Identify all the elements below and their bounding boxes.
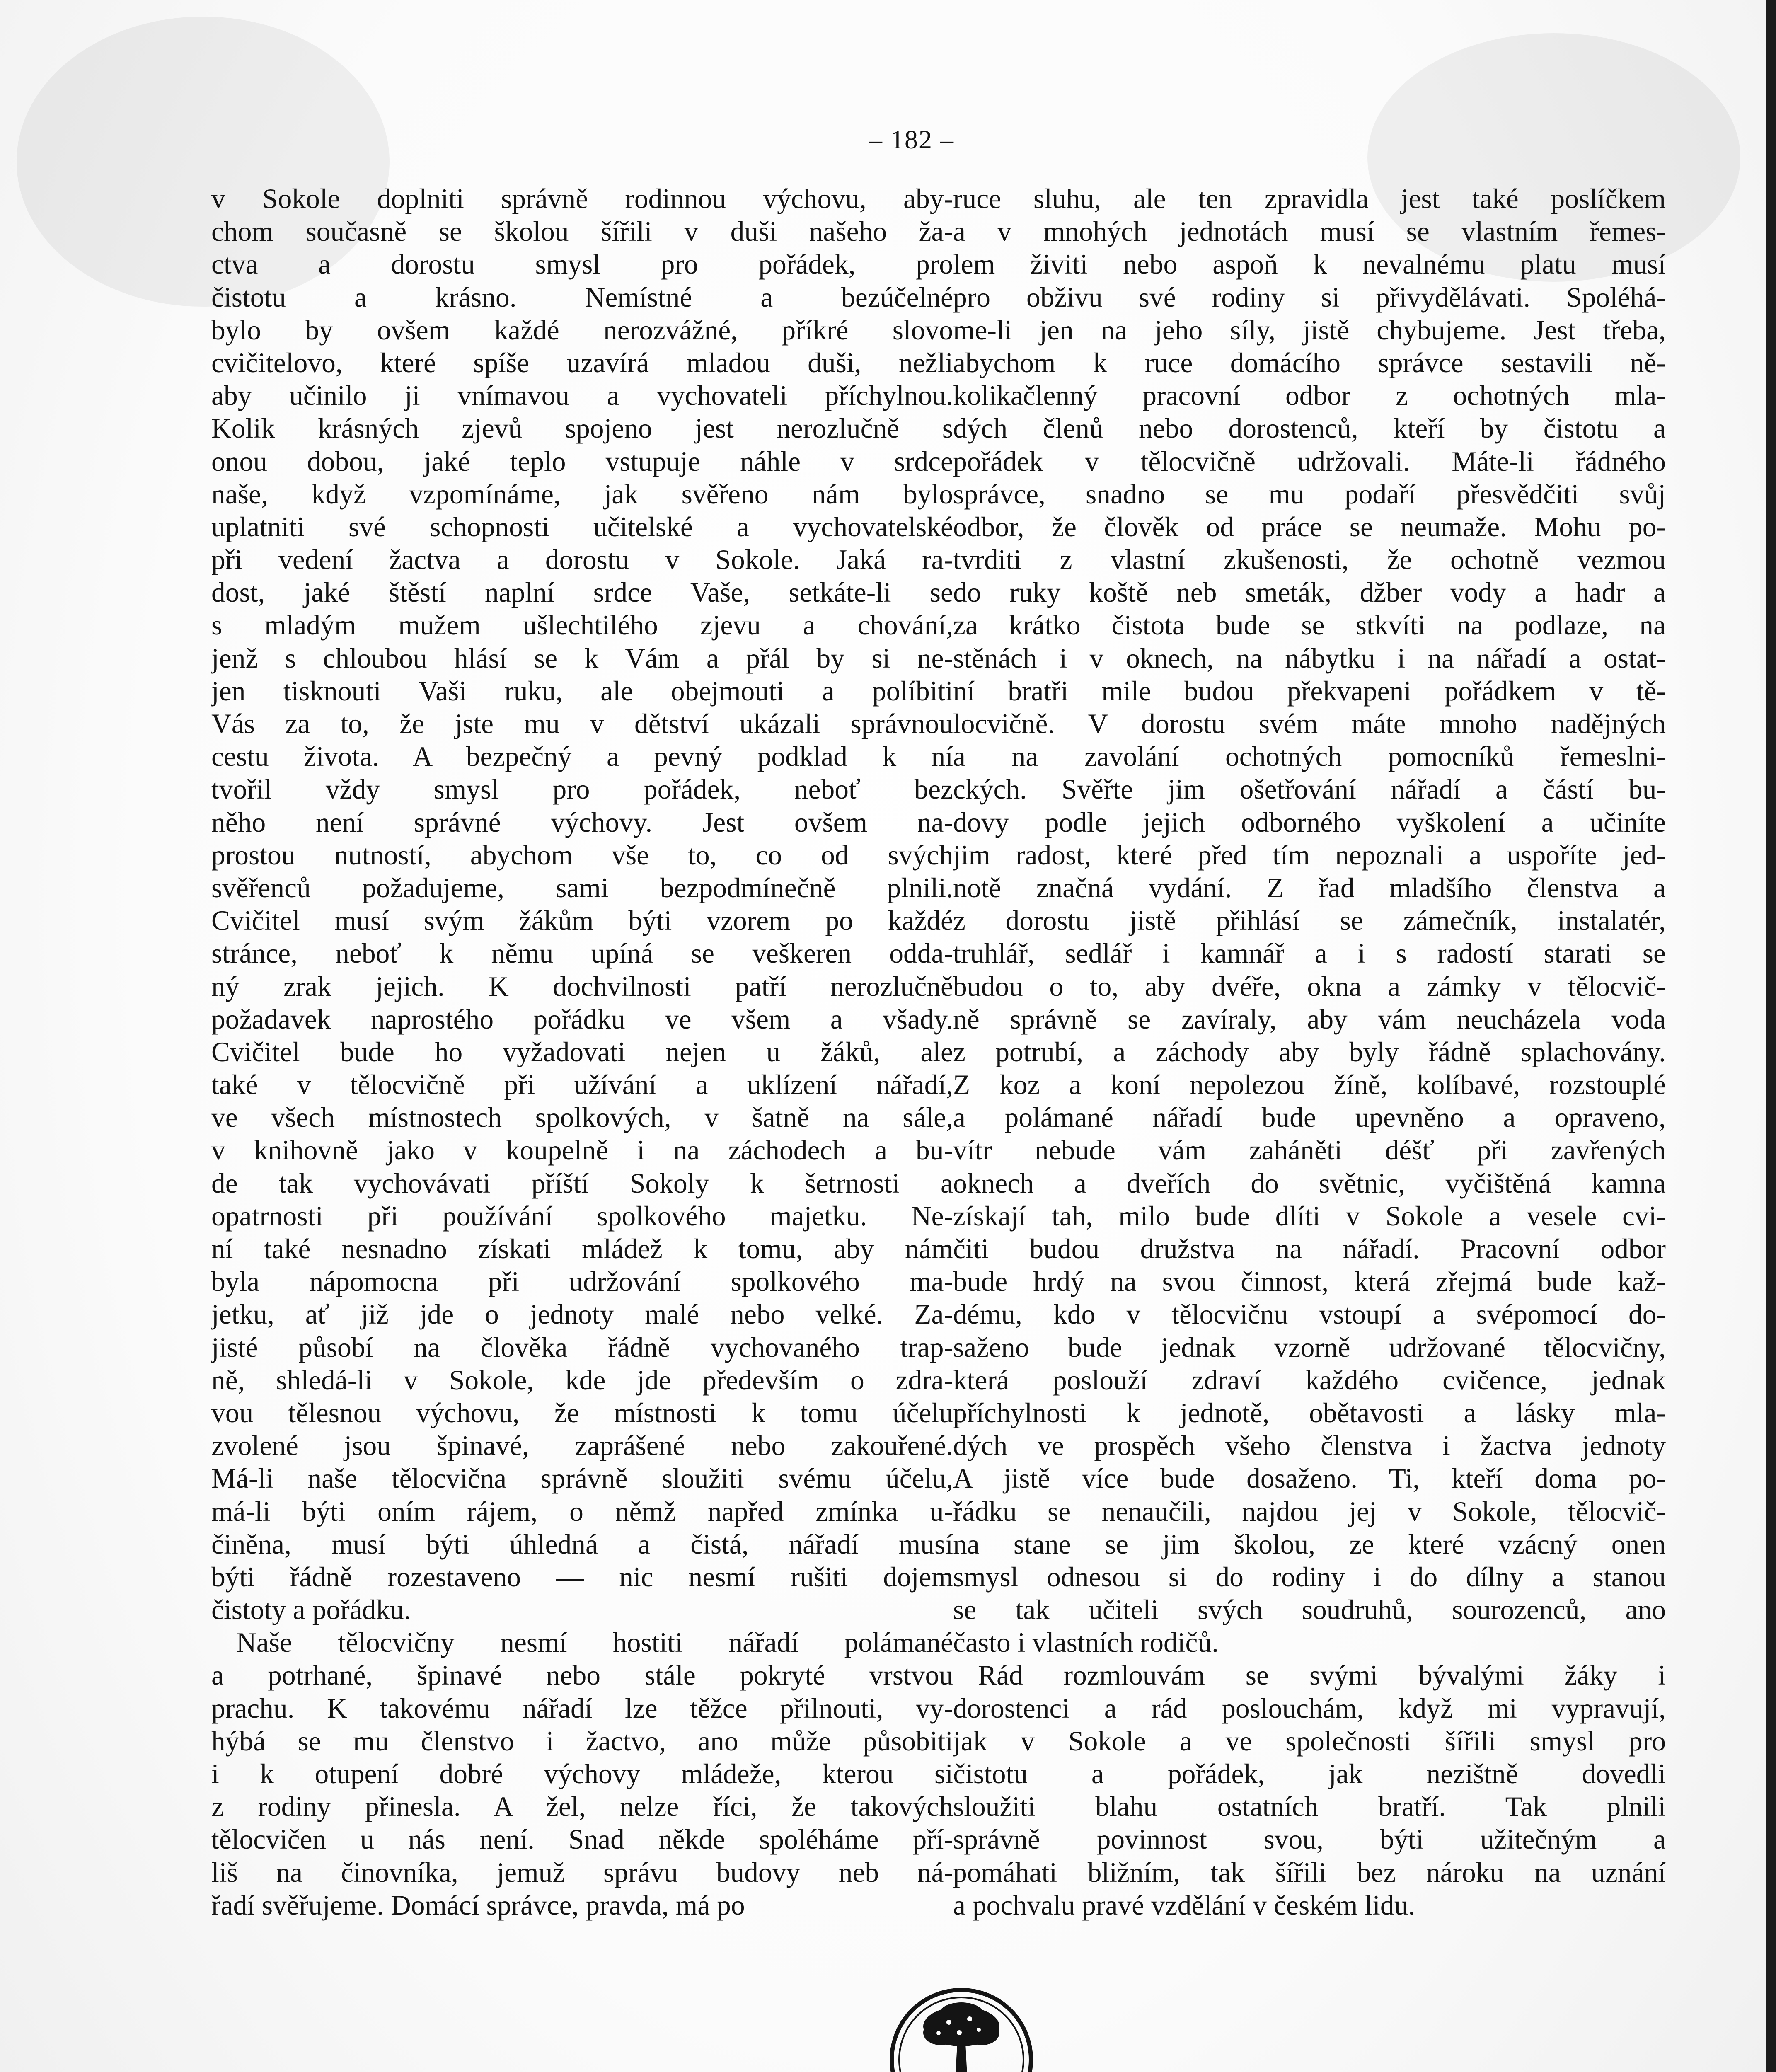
text-line: čistotu a krásno. Nemístné a bezúčelné — [211, 281, 953, 313]
text-line: správně povinnost svou, býti užitečným a — [953, 1824, 1666, 1855]
text-line: uplatniti své schopnosti učitelské a vychovatelské — [211, 511, 953, 542]
text-line: jim radost, které před tím nepoznali a uspoříte jed- — [953, 839, 1666, 871]
text-line: truhlář, sedlář i kamnář a i s radostí starati se — [953, 938, 1666, 969]
text-line: dorostenci a rád poslouchám, když mi vypravují, — [953, 1692, 1666, 1724]
text-line: lem živiti nebo aspoň k nevalnému platu musí — [953, 249, 1666, 280]
text-line: také v tělocvičně při užívání a uklízení nářadí, — [211, 1069, 953, 1101]
text-line: stěnách i v oknech, na nábytku i na nářadí a ostat- — [953, 642, 1666, 674]
text-line: ně, shledá-li v Sokole, kde jde především o zdra- — [211, 1364, 953, 1396]
text-line: dovy podle jejich odborného vyškolení a učiníte — [953, 806, 1666, 838]
text-line: budou o to, aby dvéře, okna a zámky v tělocvič- — [953, 971, 1666, 1002]
text-line: ný zrak jejich. K dochvilnosti patří nerozlučně — [211, 971, 953, 1002]
text-line: dých členů nebo dorostenců, kteří by čistotu a — [953, 413, 1666, 444]
text-line: a na zavolání ochotných pomocníků řemeslni- — [953, 741, 1666, 772]
text-line: ve všech místnostech spolkových, v šatně na sále, — [211, 1102, 953, 1133]
text-line: a potrhané, špinavé nebo stále pokryté vrstvou — [211, 1660, 953, 1691]
text-line: požadavek naprostého pořádku ve všem a všady. — [211, 1003, 953, 1035]
text-line: něho není správné výchovy. Jest ovšem na- — [211, 806, 953, 838]
text-line: čistoty a pořádku. — [211, 1594, 411, 1626]
text-line: Má-li naše tělocvična správně sloužiti svému účelu, — [211, 1463, 953, 1494]
text-line: pomáhati bližním, tak šířili bez nároku na uznání — [953, 1857, 1666, 1888]
text-line: řádku se nenaučili, najdou jej v Sokole, tělocvič- — [953, 1496, 1666, 1527]
text-line: locvičně. V dorostu svém máte mnoho nadějných — [953, 708, 1666, 739]
text-line: oknech a dveřích do světnic, vyčištěná kamna — [953, 1167, 1666, 1199]
text-line: aby učinilo ji vnímavou a vychovateli příchylnou. — [211, 380, 953, 411]
text-line: dých ve prospěch všeho členstva i žactva jednoty — [953, 1430, 1666, 1462]
text-line: ruce sluhu, ale ten zpravidla jest také poslíčkem — [953, 183, 1666, 214]
text-line: na stane se jim školou, ze které vzácný onen — [953, 1528, 1666, 1560]
text-line: jetku, ať již jde o jednoty malé nebo velké. Za- — [211, 1299, 953, 1330]
text-line: se tak učiteli svých soudruhů, sourozenců, ano — [953, 1594, 1666, 1626]
text-line: řadí svěřujeme. Domácí správce, pravda, má po — [211, 1889, 745, 1921]
text-line: naše, když vzpomínáme, jak svěřeno nám bylo — [211, 478, 953, 510]
text-line: A jistě více bude dosaženo. Ti, kteří doma po- — [953, 1463, 1666, 1494]
text-line: pořádek v tělocvičně udržovali. Máte-li řádného — [953, 445, 1666, 477]
text-line: správce, snadno se mu podaří přesvědčiti svůj — [953, 478, 1666, 510]
text-line: sloužiti blahu ostatních bratří. Tak plnili — [953, 1791, 1666, 1823]
text-line: bude hrdý na svou činnost, která zřejmá bude kaž- — [953, 1266, 1666, 1297]
text-line: dost, jaké štěstí naplní srdce Vaše, setkáte-li se — [211, 577, 953, 608]
text-line: Rád rozmlouvám se svými bývalými žáky i — [978, 1660, 1666, 1691]
text-line: cestu života. A bezpečný a pevný podklad k ní — [211, 741, 953, 772]
text-line: v Sokole doplniti správně rodinnou výchovu, aby- — [211, 183, 953, 214]
text-line: příchylnosti k jednotě, obětavosti a lásky mla- — [953, 1397, 1666, 1428]
text-line: ní také nesnadno získati mládež k tomu, aby nám — [211, 1233, 953, 1264]
text-line: z rodiny přinesla. A žel, nelze říci, že takových — [211, 1791, 953, 1823]
text-line: prachu. K takovému nářadí lze těžce přilnouti, vy- — [211, 1692, 953, 1724]
text-line: zvolené jsou špinavé, zaprášené nebo zakouřené. — [211, 1430, 953, 1462]
text-line: jak v Sokole a ve společnosti šířili smysl pro — [953, 1725, 1666, 1757]
text-line: tvrditi z vlastní zkušenosti, že ochotně vezmou — [953, 544, 1666, 576]
text-line: cvičitelovo, které spíše uzavírá mladou duši, nežli — [211, 347, 953, 378]
text-line: a v mnohých jednotách musí se vlastním řemes- — [953, 216, 1666, 247]
text-line: která poslouží zdraví každého cvičence, jednak — [953, 1364, 1666, 1396]
text-line: Cvičitel bude ho vyžadovati nejen u žáků, ale — [211, 1036, 953, 1067]
text-line: čiti budou družstva na nářadí. Pracovní odbor — [953, 1233, 1666, 1264]
text-line: byla nápomocna při udržování spolkového ma- — [211, 1266, 953, 1297]
text-line: i k otupení dobré výchovy mládeže, kterou si — [211, 1758, 953, 1789]
text-line: onou dobou, jaké teplo vstupuje náhle v srdce — [211, 445, 953, 477]
text-line: získají tah, milo bude dlíti v Sokole a vesele cvi- — [953, 1200, 1666, 1232]
text-line: ní bratři mile budou překvapeni pořádkem v tě- — [953, 675, 1666, 707]
text-line: Z koz a koní nepolezou žíně, kolíbavé, rozstouplé — [953, 1069, 1666, 1101]
text-line: hýbá se mu členstvo i žactvo, ano může působiti — [211, 1725, 953, 1757]
text-line: ně správně se zavíraly, aby vám neucházela voda — [953, 1003, 1666, 1035]
text-line: má-li býti oním rájem, o němž napřed zmínka u- — [211, 1496, 953, 1527]
text-line: býti řádně rozestaveno — nic nesmí rušiti dojem — [211, 1561, 953, 1593]
text-line: vítr nebude vám zaháněti déšť při zavřených — [953, 1135, 1666, 1166]
text-line: svěřenců požadujeme, sami bezpodmínečně plnili. — [211, 872, 953, 903]
tree-emblem-icon — [887, 1981, 1036, 2072]
text-line: jen tisknouti Vaši ruku, ale obejmouti a políbiti — [211, 675, 953, 707]
text-line: jenž s chloubou hlásí se k Vám a přál by si ne- — [211, 642, 953, 674]
text-line: Kolik krásných zjevů spojeno jest nerozlučně s — [211, 413, 953, 444]
text-line: Cvičitel musí svým žákům býti vzorem po každé — [211, 905, 953, 937]
page-number: – 182 – — [869, 125, 954, 154]
right-text-column — [953, 182, 1666, 1922]
text-line: činěna, musí býti úhledná a čistá, nářadí musí — [211, 1528, 953, 1560]
text-line: a polámané nářadí bude upevněno a opraveno, — [953, 1102, 1666, 1133]
text-line: Naše tělocvičny nesmí hostiti nářadí polámané — [236, 1627, 953, 1658]
text-line: tvořil vždy smysl pro pořádek, neboť bez — [211, 774, 953, 805]
text-line: vou tělesnou výchovu, že místnosti k tomu účelu — [211, 1397, 953, 1428]
text-line: s mladým mužem ušlechtilého zjevu a chování, — [211, 610, 953, 641]
text-line: ckých. Svěřte jim ošetřování nářadí a částí bu- — [953, 774, 1666, 805]
text-line: za krátko čistota bude se stkvíti na podlaze, na — [953, 610, 1666, 641]
text-line: a pochvalu pravé vzdělání v českém lidu. — [953, 1889, 1415, 1921]
text-line: opatrnosti při používání spolkového majetku. Ne- — [211, 1200, 953, 1232]
left-text-column — [211, 182, 953, 1922]
text-line: ctva a dorostu smysl pro pořádek, pro — [211, 249, 953, 280]
text-line: smysl odnesou si do rodiny i do dílny a stanou — [953, 1561, 1666, 1593]
text-line: liš na činovníka, jemuž správu budovy neb ná- — [211, 1857, 953, 1888]
text-line: při vedení žactva a dorostu v Sokole. Jaká ra- — [211, 544, 953, 576]
text-line: prostou nutností, abychom vše to, co od svých — [211, 839, 953, 871]
text-line: Vás za to, že jste mu v dětství ukázali správnou — [211, 708, 953, 739]
text-line: tělocvičen u nás není. Snad někde spoléháme pří- — [211, 1824, 953, 1855]
text-line: z potrubí, a záchody aby byly řádně splachovány. — [953, 1036, 1666, 1067]
text-line: stránce, neboť k němu upíná se veškeren odda- — [211, 938, 953, 969]
text-line: často i vlastních rodičů. — [953, 1627, 1219, 1658]
text-line: čistotu a pořádek, jak nezištně dovedli — [953, 1758, 1666, 1789]
text-line: dému, kdo v tělocvičnu vstoupí a svépomocí do- — [953, 1299, 1666, 1330]
text-line: de tak vychovávati příští Sokoly k šetrnosti a — [211, 1167, 953, 1199]
text-line: v knihovně jako v koupelně i na záchodech a bu- — [211, 1135, 953, 1166]
text-line: abychom k ruce domácího správce sestavili ně- — [953, 347, 1666, 378]
text-line: kolikačlenný pracovní odbor z ochotných mla- — [953, 380, 1666, 411]
text-line: bylo by ovšem každé nerozvážné, příkré slovo — [211, 314, 953, 346]
text-line: pro obživu své rodiny si přivydělávati. Spoléhá- — [953, 281, 1666, 313]
text-line: odbor, že člověk od práce se neumaže. Mohu po- — [953, 511, 1666, 542]
text-line: chom současně se školou šířili v duši našeho ža- — [211, 216, 953, 247]
text-line: jisté působí na člověka řádně vychovaného trap- — [211, 1331, 953, 1363]
text-line: me-li jen na jeho síly, jistě chybujeme. Jest třeba, — [953, 314, 1666, 346]
text-line: z dorostu jistě přihlásí se zámečník, instalatér, — [953, 905, 1666, 937]
text-line: saženo bude jednak vzorně udržované tělocvičny, — [953, 1331, 1666, 1363]
text-line: do ruky koště neb smeták, džber vody a hadr a — [953, 577, 1666, 608]
text-line: notě značná vydání. Z řad mladšího členstva a — [953, 872, 1666, 903]
